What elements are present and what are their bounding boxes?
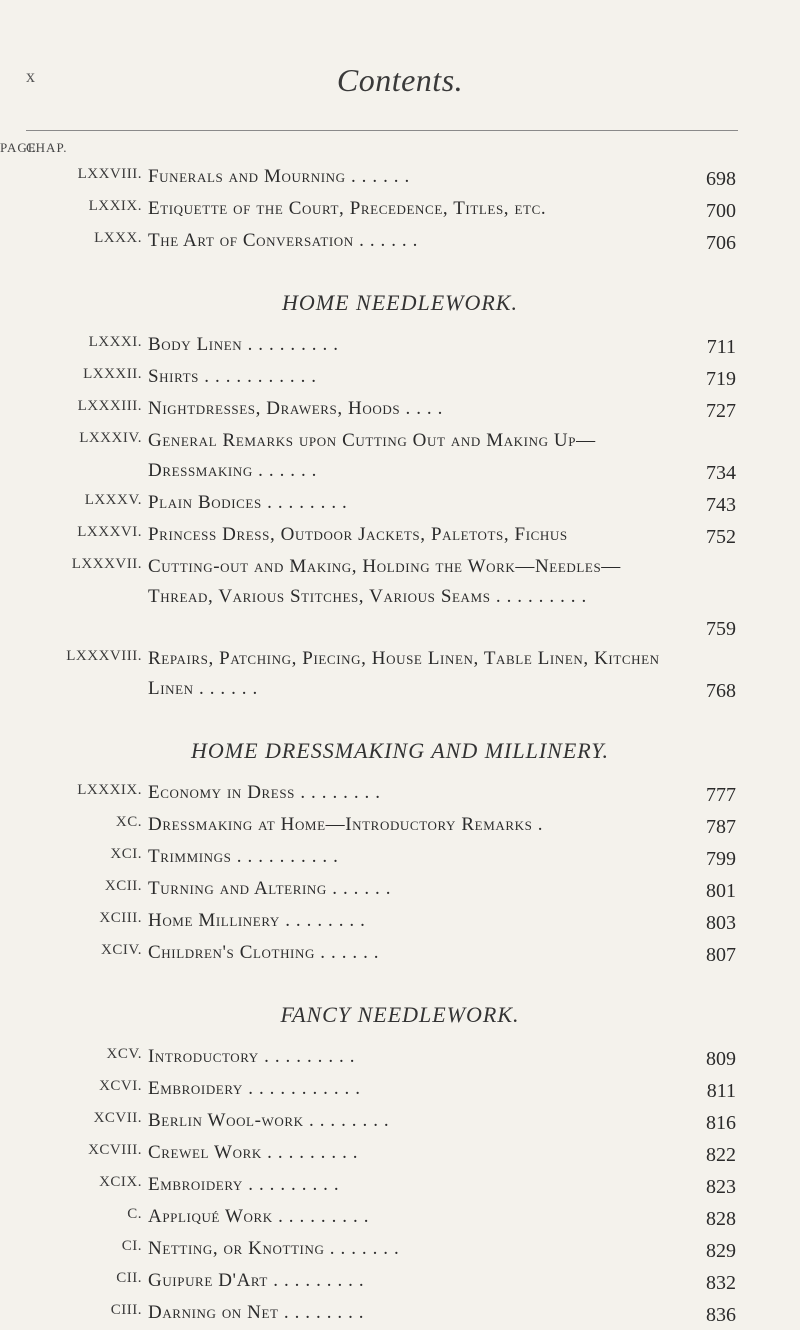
page-ref: 807 <box>706 944 736 966</box>
chapter-title: Embroidery . . . . . . . . . . . <box>148 1078 361 1099</box>
toc-entry <box>0 874 800 906</box>
chapter-number: LXXVIII. <box>77 166 142 182</box>
chapter-title: Plain Bodices . . . . . . . . <box>148 492 348 513</box>
chapter-number: LXXX. <box>94 230 142 246</box>
chapter-number: XCI. <box>110 846 142 862</box>
section-heading <box>0 970 800 1042</box>
chapter-title: Cutting-out and Making, Holding the Work—Needles—Thread, Various Stitches, Various Seams . . . . . . . . . <box>148 556 621 607</box>
chapter-number: XCIX. <box>99 1174 142 1190</box>
toc-entry <box>0 1234 800 1266</box>
toc-entry <box>0 906 800 938</box>
chapter-title: The Art of Conversation . . . . . . <box>148 230 418 251</box>
contents-list <box>0 162 800 1330</box>
toc-entry <box>0 1266 800 1298</box>
section-heading <box>0 258 800 330</box>
chapter-title: Funerals and Mourning . . . . . . <box>148 166 410 187</box>
chapter-title: Dressmaking at Home—Introductory Remarks . <box>148 814 544 835</box>
page-ref: 799 <box>706 848 736 870</box>
chapter-title: Repairs, Patching, Piecing, House Linen, Table Linen, Kitchen Linen . . . . . . <box>148 648 660 699</box>
header-rule <box>26 130 738 131</box>
chapter-column-label: CHAP. <box>26 140 68 155</box>
chapter-number: C. <box>127 1206 142 1222</box>
page-ref: 832 <box>706 1272 736 1294</box>
chapter-title: Crewel Work . . . . . . . . . <box>148 1142 359 1163</box>
chapter-title: Body Linen . . . . . . . . . <box>148 334 339 355</box>
toc-entry <box>0 810 800 842</box>
toc-entry <box>0 1138 800 1170</box>
toc-entry <box>0 330 800 362</box>
chapter-number: XCVI. <box>99 1078 142 1094</box>
toc-entry <box>0 226 800 258</box>
page-ref: 700 <box>706 200 736 222</box>
section-heading-text: HOME NEEDLEWORK. <box>282 290 518 315</box>
chapter-number: LXXXIX. <box>77 782 142 798</box>
toc-entry <box>0 426 800 488</box>
page-ref: 743 <box>706 494 736 516</box>
section-heading-text: FANCY NEEDLEWORK. <box>280 1002 520 1027</box>
page-ref: 734 <box>706 462 736 484</box>
chapter-title: Guipure D'Art . . . . . . . . . <box>148 1270 365 1291</box>
page-ref: 822 <box>706 1144 736 1166</box>
chapter-number: XCIV. <box>101 942 142 958</box>
page-number: x <box>26 66 35 86</box>
page-ref: 811 <box>706 1080 736 1102</box>
chapter-title: Embroidery . . . . . . . . . <box>148 1174 340 1195</box>
chapter-number: LXXIX. <box>88 198 142 214</box>
chapter-number: XCIII. <box>99 910 142 926</box>
page-ref: 787 <box>706 816 736 838</box>
chapter-title: Etiquette of the Court, Precedence, Titles, etc. <box>148 198 547 219</box>
toc-entry <box>0 842 800 874</box>
chapter-title: Children's Clothing . . . . . . <box>148 942 380 963</box>
page-ref: 777 <box>706 784 736 806</box>
chapter-title: Darning on Net . . . . . . . . <box>148 1302 365 1323</box>
page-ref: 829 <box>706 1240 736 1262</box>
toc-entry <box>0 162 800 194</box>
page-column-label: PAGE <box>0 140 37 155</box>
chapter-title: Nightdresses, Drawers, Hoods . . . . <box>148 398 443 419</box>
chapter-number: CII. <box>116 1270 142 1286</box>
chapter-number: LXXXI. <box>88 334 142 350</box>
chapter-title: General Remarks upon Cutting Out and Making Up—Dressmaking . . . . . . <box>148 430 596 481</box>
toc-entry <box>0 778 800 810</box>
toc-entry <box>0 520 800 552</box>
running-title: Contents. <box>336 62 464 98</box>
chapter-number: LXXXV. <box>84 492 142 508</box>
chapter-title: Appliqué Work . . . . . . . . . <box>148 1206 370 1227</box>
toc-entry <box>0 1106 800 1138</box>
toc-entry <box>0 1042 800 1074</box>
chapter-title: Introductory . . . . . . . . . <box>148 1046 356 1067</box>
chapter-title: Economy in Dress . . . . . . . . <box>148 782 381 803</box>
page-ref: 823 <box>706 1176 736 1198</box>
toc-entry <box>0 938 800 970</box>
chapter-number: LXXXVII. <box>71 556 142 572</box>
page-ref: 828 <box>706 1208 736 1230</box>
toc-entry <box>0 1170 800 1202</box>
toc-entry <box>0 644 800 706</box>
page-ref: 759 <box>706 618 736 640</box>
chapter-number: LXXXII. <box>83 366 142 382</box>
chapter-title: Princess Dress, Outdoor Jackets, Paletots, Fichus <box>148 524 568 545</box>
page-ref: 816 <box>706 1112 736 1134</box>
section-heading-text: HOME DRESSMAKING AND MILLINERY. <box>190 738 610 763</box>
chapter-number: LXXXIII. <box>77 398 142 414</box>
chapter-title: Netting, or Knotting . . . . . . . <box>148 1238 400 1259</box>
toc-entry <box>0 394 800 426</box>
chapter-title: Berlin Wool-work . . . . . . . . <box>148 1110 390 1131</box>
page-ref: 809 <box>706 1048 736 1070</box>
page-ref: 706 <box>706 232 736 254</box>
toc-entry <box>0 194 800 226</box>
chapter-number: LXXXVIII. <box>66 648 142 664</box>
chapter-number: CIII. <box>110 1302 142 1318</box>
page-ref: 727 <box>706 400 736 422</box>
chapter-number: XC. <box>115 814 142 830</box>
chapter-number: LXXXVI. <box>77 524 142 540</box>
page-ref: 768 <box>706 680 736 702</box>
chapter-number: XCVIII. <box>88 1142 142 1158</box>
chapter-number: XCVII. <box>93 1110 142 1126</box>
chapter-number: XCV. <box>106 1046 142 1062</box>
chapter-number: LXXXIV. <box>79 430 142 446</box>
chapter-title: Shirts . . . . . . . . . . . <box>148 366 317 387</box>
section-heading <box>0 706 800 778</box>
page-ref: 752 <box>706 526 736 548</box>
chapter-title: Turning and Altering . . . . . . <box>148 878 392 899</box>
toc-entry <box>0 1074 800 1106</box>
chapter-title: Trimmings . . . . . . . . . . <box>148 846 339 867</box>
chapter-number: CI. <box>121 1238 142 1254</box>
toc-entry <box>0 552 800 644</box>
page-ref: 711 <box>706 336 736 358</box>
toc-entry <box>0 362 800 394</box>
toc-entry <box>0 1202 800 1234</box>
page-ref: 836 <box>706 1304 736 1326</box>
toc-entry <box>0 1298 800 1330</box>
toc-entry <box>0 488 800 520</box>
page-ref: 719 <box>706 368 736 390</box>
page-ref: 801 <box>706 880 736 902</box>
page-ref: 698 <box>706 168 736 190</box>
chapter-number: XCII. <box>104 878 142 894</box>
chapter-title: Home Millinery . . . . . . . . <box>148 910 366 931</box>
page-ref: 803 <box>706 912 736 934</box>
